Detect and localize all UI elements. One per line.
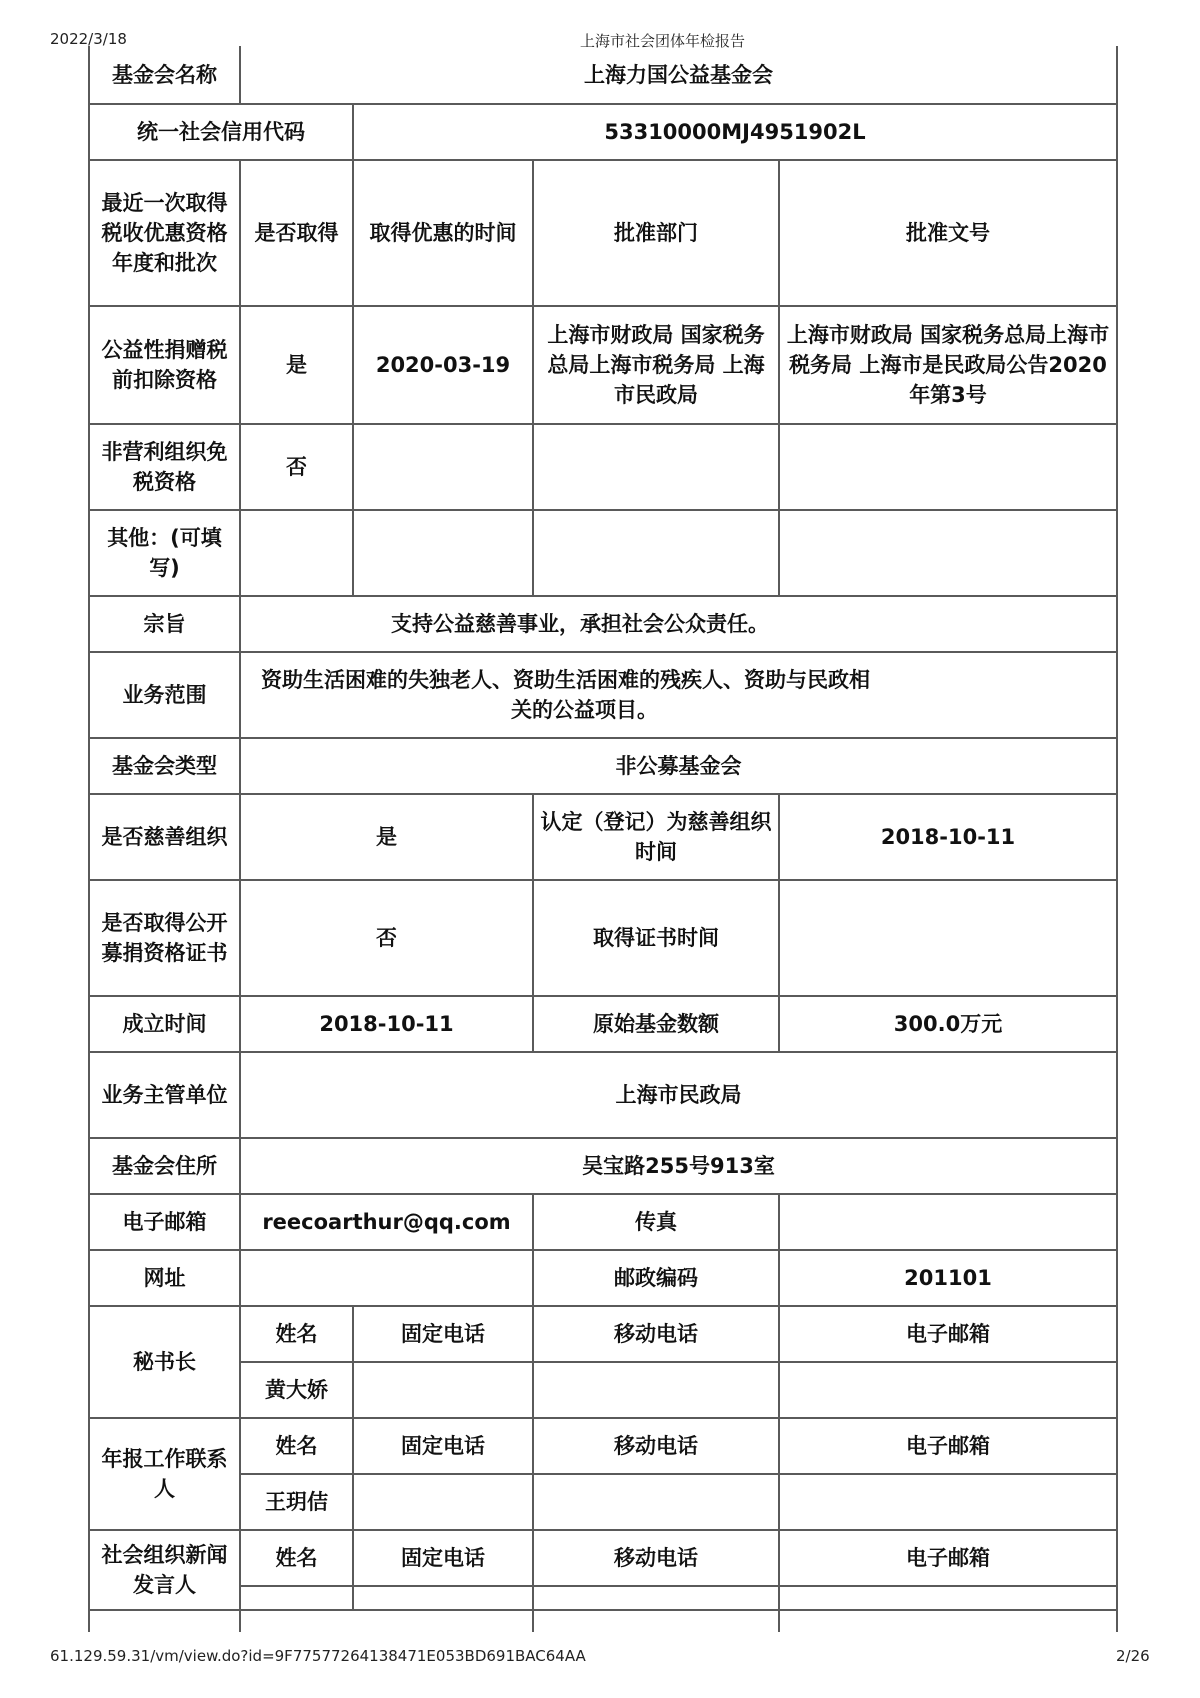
purpose-label: 宗旨 xyxy=(89,596,240,652)
continued-row-label xyxy=(89,1610,240,1632)
established-label: 成立时间 xyxy=(89,996,240,1052)
charity-time-label: 认定（登记）为慈善组织时间 xyxy=(533,794,779,880)
annual-contact-email xyxy=(779,1474,1117,1530)
fund-label: 原始基金数额 xyxy=(533,996,779,1052)
secretary-email xyxy=(779,1362,1117,1418)
credit-code: 53310000MJ4951902L xyxy=(353,104,1117,160)
contact-col-name: 姓名 xyxy=(240,1418,353,1474)
contact-col-email: 电子邮箱 xyxy=(779,1306,1117,1362)
scope xyxy=(240,652,1117,738)
tax-header-dept: 批准部门 xyxy=(533,160,779,306)
tax-header-time: 取得优惠的时间 xyxy=(353,160,533,306)
tax-row-obtained xyxy=(240,510,353,596)
tax-row-obtained: 是 xyxy=(240,306,353,424)
contact-col-mobile: 移动电话 xyxy=(533,1306,779,1362)
tax-row-dept: 上海市财政局 国家税务总局上海市税务局 上海市民政局 xyxy=(533,306,779,424)
contact-col-email: 电子邮箱 xyxy=(779,1418,1117,1474)
spokesperson-mobile xyxy=(533,1586,779,1610)
scope-line: 关的公益项目。 xyxy=(511,698,658,722)
tax-header-obtained: 是否取得 xyxy=(240,160,353,306)
continued-row-cell xyxy=(779,1610,1117,1632)
email: reecoarthur@qq.com xyxy=(240,1194,533,1250)
secretary-phone xyxy=(353,1362,533,1418)
spokesperson-phone xyxy=(353,1586,533,1610)
secretary-label: 秘书长 xyxy=(89,1306,240,1418)
charity-time: 2018-10-11 xyxy=(779,794,1117,880)
secretary-name: 黄大娇 xyxy=(240,1362,353,1418)
contact-col-email: 电子邮箱 xyxy=(779,1530,1117,1586)
tax-row-label: 公益性捐赠税前扣除资格 xyxy=(89,306,240,424)
contact-col-phone: 固定电话 xyxy=(353,1530,533,1586)
charity-value: 是 xyxy=(240,794,533,880)
annual-contact-mobile xyxy=(533,1474,779,1530)
tax-row-time xyxy=(353,510,533,596)
annual-contact-name: 王玥佶 xyxy=(240,1474,353,1530)
contact-col-mobile: 移动电话 xyxy=(533,1530,779,1586)
scope-line: 资助生活困难的失独老人、资助生活困难的残疾人、资助与民政相 xyxy=(261,668,870,692)
public-fundraising-value: 否 xyxy=(240,880,533,996)
website-label: 网址 xyxy=(89,1250,240,1306)
type-label: 基金会类型 xyxy=(89,738,240,794)
fund: 300.0万元 xyxy=(779,996,1117,1052)
address: 吴宝路255号913室 xyxy=(240,1138,1117,1194)
email-label: 电子邮箱 xyxy=(89,1194,240,1250)
foundation-type: 非公募基金会 xyxy=(240,738,1117,794)
continued-row-cell xyxy=(240,1610,533,1632)
contact-col-name: 姓名 xyxy=(240,1530,353,1586)
secretary-mobile xyxy=(533,1362,779,1418)
foundation-name: 上海力国公益基金会 xyxy=(240,46,1117,104)
supervisor: 上海市民政局 xyxy=(240,1052,1117,1138)
cert-time xyxy=(779,880,1117,996)
footer-url: 61.129.59.31/vm/view.do?id=9F77577264138471E053BD691BAC64AA xyxy=(50,1647,586,1665)
contact-col-phone: 固定电话 xyxy=(353,1418,533,1474)
established: 2018-10-11 xyxy=(240,996,533,1052)
spokesperson-label: 社会组织新闻发言人 xyxy=(89,1530,240,1610)
footer-page: 2/26 xyxy=(1116,1647,1150,1665)
header-title: 上海市社会团体年检报告 xyxy=(580,32,746,50)
tax-row-dept xyxy=(533,424,779,510)
tax-row-time: 2020-03-19 xyxy=(353,306,533,424)
fax-label: 传真 xyxy=(533,1194,779,1250)
website xyxy=(240,1250,533,1306)
purpose xyxy=(240,596,1117,652)
contact-col-mobile: 移动电话 xyxy=(533,1418,779,1474)
cert-time-label: 取得证书时间 xyxy=(533,880,779,996)
annual-report-form xyxy=(88,46,1118,1632)
contact-col-phone: 固定电话 xyxy=(353,1306,533,1362)
tax-row-doc xyxy=(779,510,1117,596)
tax-header-label: 最近一次取得税收优惠资格年度和批次 xyxy=(89,160,240,306)
tax-row-obtained: 否 xyxy=(240,424,353,510)
tax-row-doc: 上海市财政局 国家税务总局上海市税务局 上海市是民政局公告2020年第3号 xyxy=(779,306,1117,424)
address-label: 基金会住所 xyxy=(89,1138,240,1194)
annual-contact-label: 年报工作联系人 xyxy=(89,1418,240,1530)
postcode-label: 邮政编码 xyxy=(533,1250,779,1306)
supervisor-label: 业务主管单位 xyxy=(89,1052,240,1138)
charity-label: 是否慈善组织 xyxy=(89,794,240,880)
annual-contact-phone xyxy=(353,1474,533,1530)
header-date: 2022/3/18 xyxy=(50,30,127,48)
contact-col-name: 姓名 xyxy=(240,1306,353,1362)
public-fundraising-label: 是否取得公开募捐资格证书 xyxy=(89,880,240,996)
tax-row-doc xyxy=(779,424,1117,510)
tax-row-label: 非营利组织免税资格 xyxy=(89,424,240,510)
scope-label: 业务范围 xyxy=(89,652,240,738)
foundation-name-label: 基金会名称 xyxy=(89,46,240,104)
fax xyxy=(779,1194,1117,1250)
tax-row-label: 其他：(可填写) xyxy=(89,510,240,596)
continued-row-cell xyxy=(533,1610,779,1632)
spokesperson-email xyxy=(779,1586,1117,1610)
tax-row-dept xyxy=(533,510,779,596)
purpose-text: 支持公益慈善事业，承担社会公众责任。 xyxy=(391,612,769,636)
tax-row-time xyxy=(353,424,533,510)
credit-code-label: 统一社会信用代码 xyxy=(89,104,353,160)
tax-header-doc: 批准文号 xyxy=(779,160,1117,306)
postcode: 201101 xyxy=(779,1250,1117,1306)
spokesperson-name xyxy=(240,1586,353,1610)
